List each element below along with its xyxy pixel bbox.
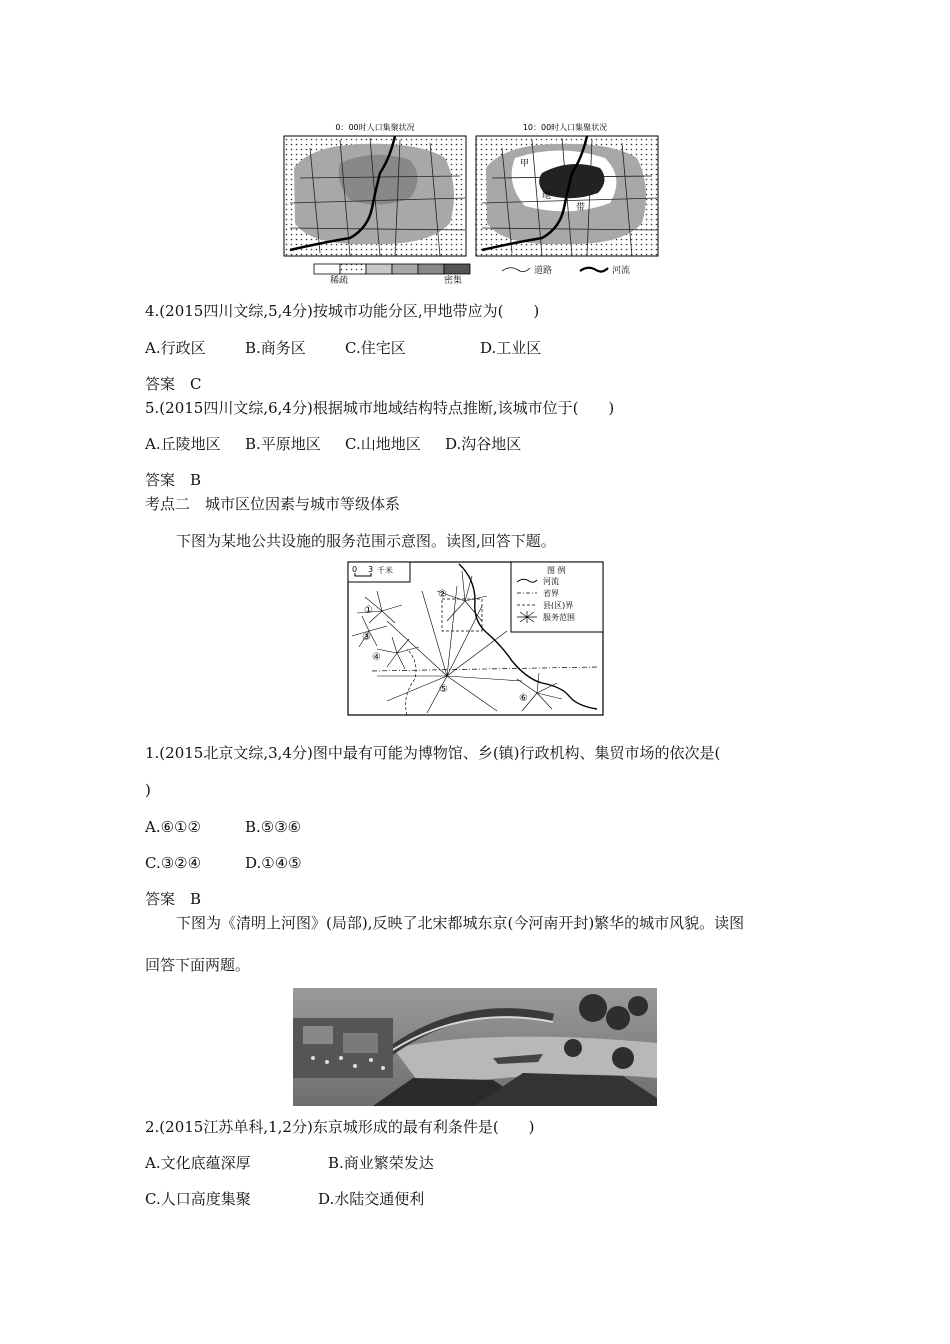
map-legend [502,268,608,272]
q5-option-a: A.丘陵地区 [145,435,221,453]
qingming-painting-image [293,988,657,1106]
q4-option-d: D.工业区 [480,339,542,357]
legend-county: 县(区)界 [543,601,574,610]
q1-answer: 答案 B [145,890,202,908]
label-dai: 带 [576,203,586,213]
scale-three: 3 [368,565,374,574]
legend-river-label: 河流 [612,266,631,276]
section-heading: 考点二 城市区位因素与城市等级体系 [145,495,401,513]
scale-zero: 0 [352,565,358,574]
scale-low-label: 稀疏 [330,276,349,286]
service-range-figure [347,561,604,717]
point-6: ⑥ [519,693,528,704]
q1-option-d: D.①④⑤ [245,854,302,872]
scale-unit: 千米 [377,566,393,575]
legend-province: 省界 [543,589,559,598]
q5-option-d: D.沟谷地区 [445,435,522,453]
map-right [476,136,658,256]
q2-option-a: A.文化底蕴深厚 [145,1154,251,1172]
legend-road-label: 道路 [534,266,553,276]
q4-answer: 答案 C [145,375,202,393]
q5-stem: 5.(2015四川文综,6,4分)根据城市地域结构特点推断,该城市位于( ) [145,399,615,417]
scale-high-label: 密集 [444,276,463,286]
q1-stem-line1: 1.(2015北京文综,3,4分)图中最有可能为博物馆、乡(镇)行政机构、集贸市场的依次是( [145,744,721,762]
legend-service: 服务范围 [543,613,575,622]
q1-stem-line2: ) [145,781,151,799]
population-maps-figure [280,118,660,278]
legend-title: 图 例 [547,566,566,575]
q4-stem: 4.(2015四川文综,5,4分)按城市功能分区,甲地带应为( ) [145,302,540,320]
map-left-title: 0：00时人口集聚状况 [335,123,415,132]
q2-option-d: D.水陆交通便利 [318,1190,425,1208]
q4-option-c: C.住宅区 [345,339,406,357]
q4-option-a: A.行政区 [145,339,206,357]
q1-option-c: C.③②④ [145,854,202,872]
q1-option-b: B.⑤③⑥ [245,818,302,836]
intro3-line1: 下图为《清明上河图》(局部),反映了北宋都城东京(今河南开封)繁华的城市风貌。读图 [176,914,745,932]
q5-option-c: C.山地地区 [345,435,421,453]
q2-option-c: C.人口高度集聚 [145,1190,251,1208]
q4-option-b: B.商务区 [245,339,306,357]
map-right-title: 10：00时人口集聚状况 [522,123,608,132]
q5-answer: 答案 B [145,471,202,489]
label-di: 地 [542,191,552,201]
label-jia: 甲 [520,159,530,169]
q2-option-b: B.商业繁荣发达 [328,1154,434,1172]
q2-stem: 2.(2015江苏单科,1,2分)东京城形成的最有利条件是( ) [145,1118,535,1136]
q1-option-a: A.⑥①② [145,818,201,836]
q5-option-b: B.平原地区 [245,435,321,453]
point-2: ② [438,589,447,600]
map-left [284,136,466,256]
legend-river: 河流 [543,577,559,586]
section-intro: 下图为某地公共设施的服务范围示意图。读图,回答下题。 [176,532,556,550]
density-scale [314,264,470,274]
point-5: ⑤ [439,684,448,695]
point-3: ③ [362,632,371,643]
point-4: ④ [372,652,381,663]
intro3-line2: 回答下面两题。 [145,956,251,974]
point-1: ① [364,605,373,616]
